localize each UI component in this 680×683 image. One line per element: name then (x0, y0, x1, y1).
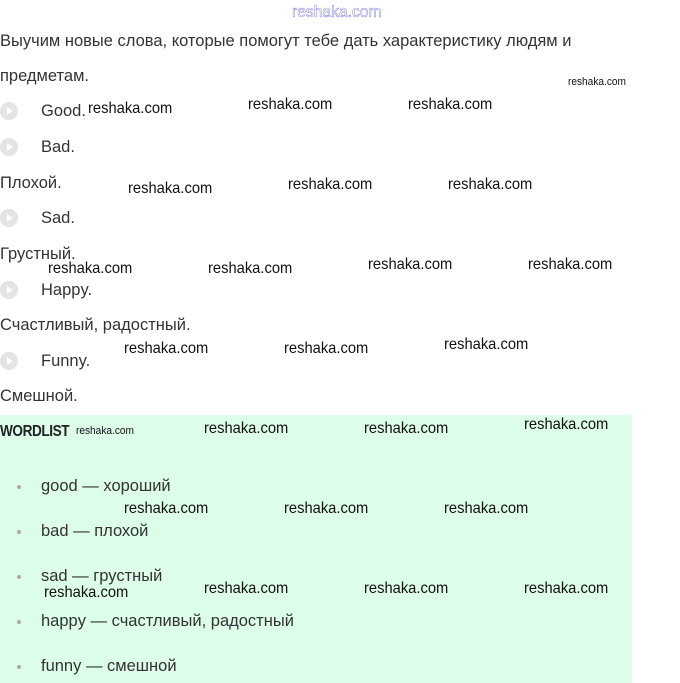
wordlist-item-text: sad — грустный (41, 567, 163, 585)
watermark: reshaka.com (524, 416, 609, 433)
watermark: reshaka.com (568, 76, 626, 88)
play-icon[interactable] (0, 138, 18, 156)
watermark: reshaka.com (444, 336, 529, 353)
bullet-icon (17, 530, 21, 534)
word-label: Funny. (41, 352, 91, 370)
watermark: reshaka.com (284, 340, 369, 357)
wordlist-item-text: funny — смешной (41, 657, 177, 675)
watermark: reshaka.com (124, 500, 209, 517)
watermark: reshaka.com (208, 260, 293, 277)
intro-line-1: Выучим новые слова, которые помогут тебе дать характеристику людям и (0, 32, 572, 50)
watermark: reshaka.com (204, 580, 289, 597)
word-label: Happy. (41, 281, 93, 299)
watermark: reshaka.com (444, 500, 529, 517)
watermark: reshaka.com (288, 176, 373, 193)
wordlist-title: WORDLIST (0, 423, 70, 440)
watermark: reshaka.com (364, 580, 449, 597)
wordlist-item-text: good — хороший (41, 477, 171, 495)
wordlist-item-text: happy — счастливый, радостный (41, 612, 294, 630)
watermark: reshaka.com (48, 260, 133, 277)
bullet-icon (17, 485, 21, 489)
watermark: reshaka.com (88, 100, 173, 117)
watermark: reshaka.com (368, 256, 453, 273)
translation-bad: Плохой. (0, 174, 62, 192)
wordlist-item-text: bad — плохой (41, 522, 149, 540)
bullet-icon (17, 665, 21, 669)
watermark: reshaka.com (364, 420, 449, 437)
bullet-icon (17, 575, 21, 579)
word-label: Sad. (41, 209, 75, 227)
translation-happy: Счастливый, радостный. (0, 316, 191, 334)
translation-sad: Грустный. (0, 245, 76, 263)
intro-line-2: предметам. (0, 67, 90, 85)
watermark: reshaka.com (248, 96, 333, 113)
play-icon[interactable] (0, 102, 18, 120)
word-sad[interactable] (0, 208, 200, 228)
play-icon[interactable] (0, 281, 18, 299)
bullet-icon (17, 620, 21, 624)
watermark: reshaka.com (204, 420, 289, 437)
wordlist-box (0, 415, 632, 683)
watermark: reshaka.com (292, 2, 382, 21)
word-label: Good. (41, 102, 86, 120)
watermark: reshaka.com (128, 180, 213, 197)
play-icon[interactable] (0, 209, 18, 227)
word-label: Bad. (41, 138, 75, 156)
watermark: reshaka.com (76, 425, 134, 437)
watermark: reshaka.com (44, 584, 129, 601)
play-icon[interactable] (0, 352, 18, 370)
watermark: reshaka.com (524, 580, 609, 597)
word-bad[interactable] (0, 137, 200, 157)
watermark: reshaka.com (284, 500, 369, 517)
translation-funny: Смешной. (0, 387, 78, 405)
watermark: reshaka.com (124, 340, 209, 357)
watermark: reshaka.com (408, 96, 493, 113)
watermark: reshaka.com (448, 176, 533, 193)
watermark: reshaka.com (528, 256, 613, 273)
word-happy[interactable] (0, 280, 200, 300)
